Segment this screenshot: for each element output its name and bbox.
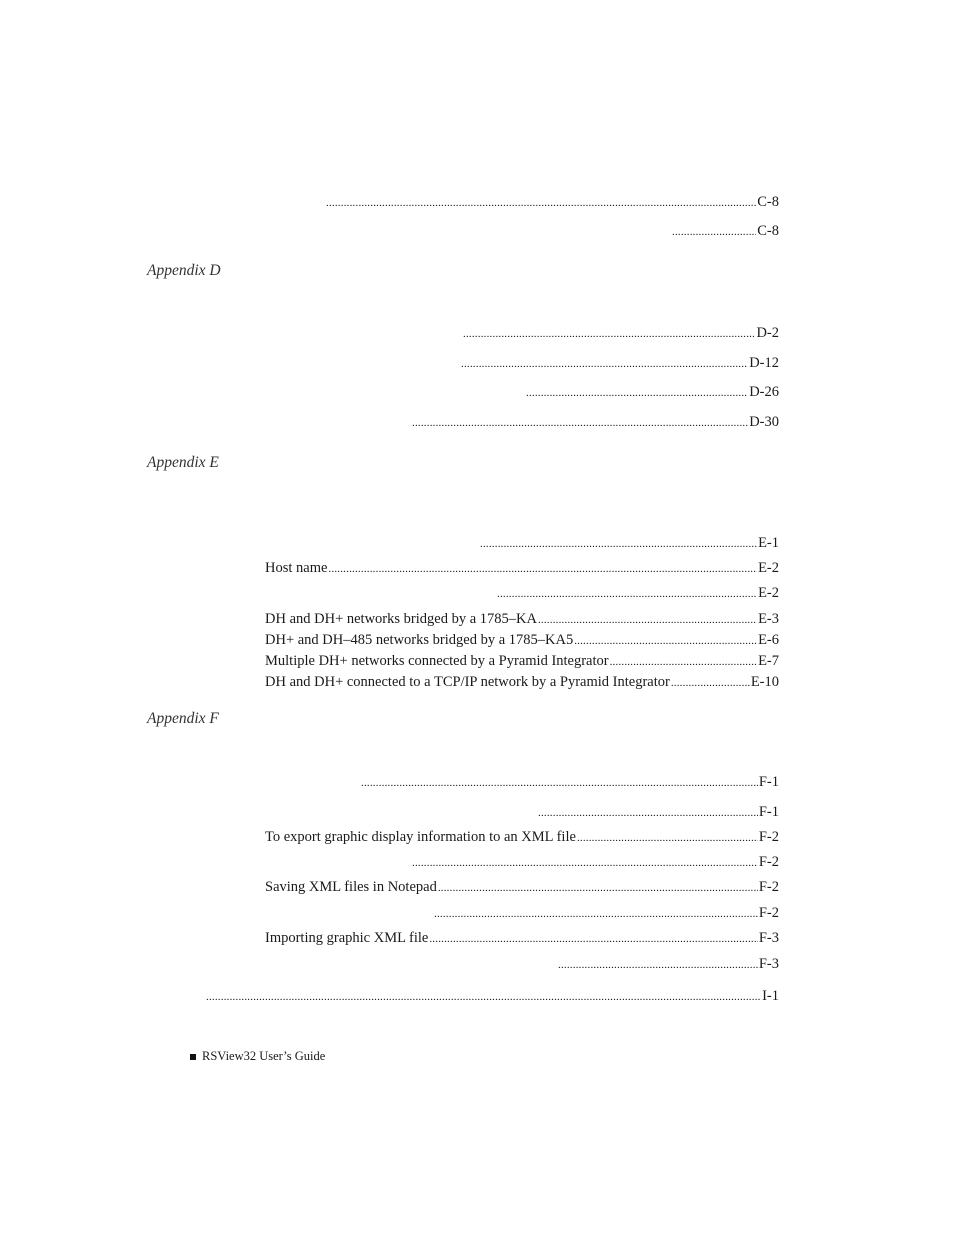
toc-entry-text: DH and DH+ connected to a TCP/IP network by a Pyramid Integrator: [265, 674, 670, 690]
toc-entry-e-4: [265, 610, 779, 629]
toc-entry-text: DH and DH+ networks bridged by a 1785–KA: [265, 611, 537, 627]
toc-entry-index: [205, 987, 779, 1006]
toc-entry-f-1: [360, 773, 779, 792]
toc-entry-d-3: [525, 383, 779, 402]
toc-entry-text: Multiple DH+ networks connected by a Pyramid Integrator: [265, 653, 609, 669]
appendix-e-heading: Appendix E: [147, 454, 219, 471]
appendix-f-heading: Appendix F: [147, 710, 219, 727]
dot-leader: [412, 413, 748, 432]
toc-entry-e-7: [265, 673, 779, 692]
toc-page-number: D-26: [749, 384, 779, 400]
toc-entry-c-1: [325, 193, 779, 212]
toc-entry-text: Importing graphic XML file: [265, 930, 429, 946]
toc-entry-f-2: [537, 803, 779, 822]
toc-page-number: E-2: [758, 585, 779, 601]
toc-entry-text: DH+ and DH–485 networks bridged by a 1785–KA5: [265, 632, 574, 648]
toc-page-number: F-3: [758, 956, 779, 972]
appendix-d-heading: Appendix D: [147, 262, 221, 279]
square-bullet-icon: [190, 1054, 196, 1060]
toc-entry-f-8: [557, 955, 779, 974]
footer-text: RSView32 User’s Guide: [202, 1049, 326, 1063]
toc-entry-e-2: [265, 559, 779, 578]
dot-leader: [328, 559, 757, 578]
toc-page-number: E-7: [758, 653, 779, 669]
toc-page-number: E-6: [758, 632, 779, 648]
toc-entry-e-1: [479, 534, 779, 553]
dot-leader: [326, 193, 756, 212]
toc-page-number: E-2: [758, 560, 779, 576]
toc-entry-f-7: [265, 929, 779, 948]
dot-leader: [497, 584, 757, 603]
toc-page-number: F-3: [758, 930, 779, 946]
page-footer: [190, 1049, 325, 1064]
toc-page-number: F-2: [758, 854, 779, 870]
toc-page-number: F-1: [758, 774, 779, 790]
toc-page-number: I-1: [762, 988, 779, 1004]
dot-leader: [671, 673, 750, 692]
dot-leader: [429, 929, 757, 948]
toc-entry-f-6: [433, 904, 779, 923]
toc-entry-f-5: [265, 878, 779, 897]
dot-leader: [538, 610, 757, 629]
toc-entry-e-5: [265, 631, 779, 650]
toc-page-number: F-2: [758, 905, 779, 921]
toc-page-number: E-3: [758, 611, 779, 627]
dot-leader: [361, 773, 758, 792]
dot-leader: [206, 987, 761, 1006]
toc-entry-e-6: [265, 652, 779, 671]
toc-entry-text: Saving XML files in Notepad: [265, 879, 437, 895]
dot-leader: [610, 652, 757, 671]
toc-page-number: D-2: [756, 325, 779, 341]
toc-entry-f-4: [411, 853, 779, 872]
dot-leader: [463, 324, 755, 343]
dot-leader: [574, 631, 757, 650]
toc-entry-f-3: [265, 828, 779, 847]
toc-entry-c-2: [671, 222, 779, 241]
toc-page-number: C-8: [757, 194, 779, 210]
toc-entry-d-1: [462, 324, 779, 343]
toc-entry-text: To export graphic display information to an XML file: [265, 829, 576, 845]
toc-page-number: E-10: [750, 674, 779, 690]
toc-entry-d-2: [460, 354, 779, 373]
toc-entry-text: Host name: [265, 560, 328, 576]
dot-leader: [438, 878, 758, 897]
toc-page-number: F-2: [758, 829, 779, 845]
dot-leader: [526, 383, 748, 402]
toc-page-number: D-30: [749, 414, 779, 430]
dot-leader: [558, 955, 758, 974]
toc-page-number: F-2: [758, 879, 779, 895]
dot-leader: [461, 354, 748, 373]
toc-entry-e-3: [496, 584, 779, 603]
toc-page-number: D-12: [749, 355, 779, 371]
dot-leader: [672, 222, 756, 241]
dot-leader: [434, 904, 758, 923]
dot-leader: [480, 534, 757, 553]
toc-page-number: C-8: [757, 223, 779, 239]
toc-page-number: E-1: [758, 535, 779, 551]
dot-leader: [538, 803, 758, 822]
toc-entry-d-4: [411, 413, 779, 432]
dot-leader: [412, 853, 758, 872]
toc-page-number: F-1: [758, 804, 779, 820]
dot-leader: [577, 828, 758, 847]
